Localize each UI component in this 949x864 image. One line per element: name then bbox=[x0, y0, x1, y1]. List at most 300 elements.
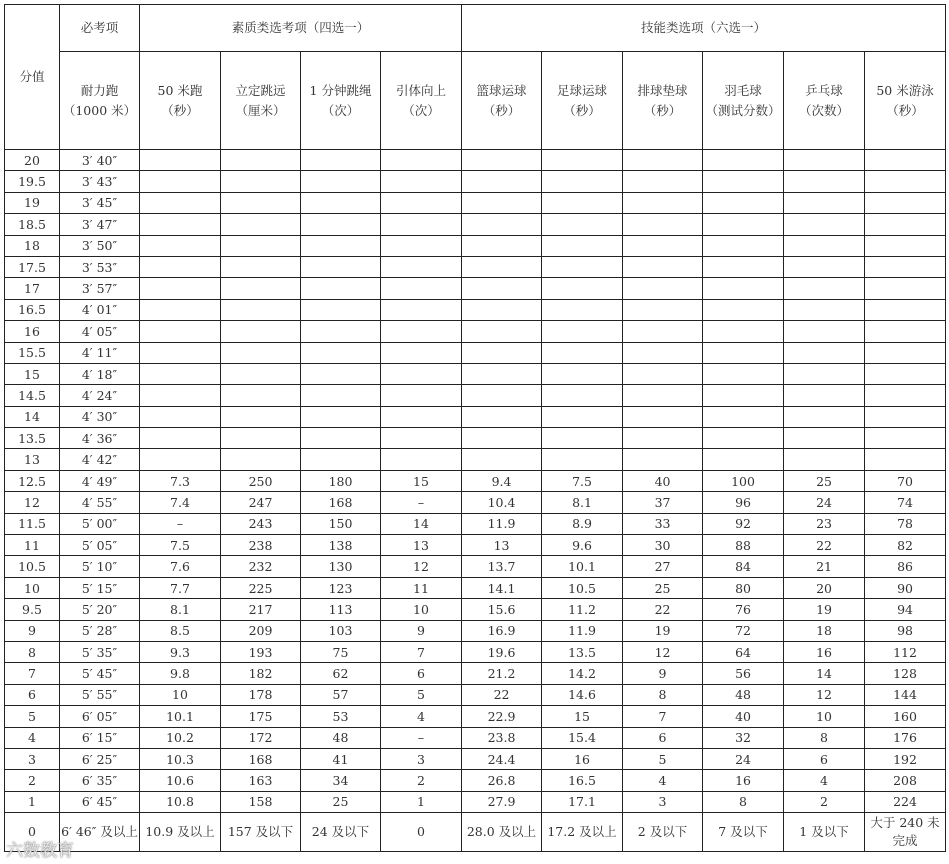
value-cell: 30 bbox=[623, 535, 703, 556]
value-cell bbox=[221, 278, 301, 299]
value-cell: 225 bbox=[221, 577, 301, 598]
value-cell: 20 bbox=[784, 577, 865, 598]
column-header bbox=[301, 52, 381, 150]
value-cell bbox=[381, 256, 462, 277]
value-cell bbox=[542, 428, 623, 449]
score-cell: 3 bbox=[5, 748, 60, 769]
table-row bbox=[5, 428, 946, 449]
value-cell: 10.1 bbox=[140, 706, 221, 727]
value-cell bbox=[542, 342, 623, 363]
value-cell: 4 bbox=[381, 706, 462, 727]
value-cell: 4′ 30″ bbox=[60, 406, 140, 427]
value-cell bbox=[301, 214, 381, 235]
table-row bbox=[5, 684, 946, 705]
value-cell: 5′ 20″ bbox=[60, 599, 140, 620]
value-cell bbox=[462, 342, 542, 363]
value-cell: 2 bbox=[784, 791, 865, 812]
table-row bbox=[5, 299, 946, 320]
value-cell bbox=[462, 385, 542, 406]
value-cell bbox=[865, 406, 946, 427]
value-cell: 8.1 bbox=[542, 492, 623, 513]
value-cell: 96 bbox=[703, 492, 784, 513]
value-cell: 27.9 bbox=[462, 791, 542, 812]
score-cell: 16.5 bbox=[5, 299, 60, 320]
value-cell: 4′ 01″ bbox=[60, 299, 140, 320]
value-cell bbox=[784, 214, 865, 235]
value-cell: 6′ 35″ bbox=[60, 770, 140, 791]
value-cell bbox=[301, 171, 381, 192]
value-cell bbox=[784, 449, 865, 470]
value-cell: 3′ 50″ bbox=[60, 235, 140, 256]
column-unit: （秒） bbox=[161, 102, 199, 118]
value-cell: 0 bbox=[381, 813, 462, 852]
value-cell bbox=[140, 256, 221, 277]
column-name: 耐力跑 bbox=[80, 82, 119, 98]
value-cell: 168 bbox=[301, 492, 381, 513]
value-cell bbox=[301, 449, 381, 470]
value-cell: 100 bbox=[703, 470, 784, 491]
value-cell: 128 bbox=[865, 663, 946, 684]
value-cell: 75 bbox=[301, 641, 381, 662]
table-row bbox=[5, 256, 946, 277]
watermark-logo: 六数教育 bbox=[6, 841, 74, 861]
table-row bbox=[5, 214, 946, 235]
value-cell: 24 bbox=[703, 748, 784, 769]
value-cell: 232 bbox=[221, 556, 301, 577]
value-cell bbox=[221, 171, 301, 192]
value-cell bbox=[623, 214, 703, 235]
value-cell bbox=[623, 449, 703, 470]
value-cell: 6′ 46″ 及以上 bbox=[60, 813, 140, 852]
value-cell: 40 bbox=[703, 706, 784, 727]
value-cell bbox=[462, 192, 542, 213]
value-cell: 28.0 及以上 bbox=[462, 813, 542, 852]
value-cell bbox=[703, 150, 784, 171]
value-cell bbox=[381, 385, 462, 406]
value-cell bbox=[381, 171, 462, 192]
table-row bbox=[5, 599, 946, 620]
column-unit: （秒） bbox=[886, 102, 924, 118]
value-cell: 22 bbox=[623, 599, 703, 620]
value-cell: 15 bbox=[381, 470, 462, 491]
value-cell: 10 bbox=[140, 684, 221, 705]
value-cell: 6 bbox=[381, 663, 462, 684]
value-cell: 48 bbox=[301, 727, 381, 748]
value-cell: 6′ 15″ bbox=[60, 727, 140, 748]
value-cell: 18 bbox=[784, 620, 865, 641]
value-cell: 5′ 05″ bbox=[60, 535, 140, 556]
score-cell: 0 bbox=[5, 813, 60, 852]
value-cell: 3 bbox=[381, 748, 462, 769]
table-row bbox=[5, 727, 946, 748]
score-cell: 9.5 bbox=[5, 599, 60, 620]
value-cell bbox=[301, 321, 381, 342]
value-cell bbox=[381, 406, 462, 427]
value-cell: 16.9 bbox=[462, 620, 542, 641]
value-cell bbox=[703, 363, 784, 384]
column-header bbox=[784, 52, 865, 150]
value-cell: 175 bbox=[221, 706, 301, 727]
value-cell: 3′ 43″ bbox=[60, 171, 140, 192]
value-cell bbox=[542, 192, 623, 213]
value-cell bbox=[301, 428, 381, 449]
value-cell: 22 bbox=[462, 684, 542, 705]
value-cell: 14.2 bbox=[542, 663, 623, 684]
value-cell: 180 bbox=[301, 470, 381, 491]
value-cell bbox=[703, 449, 784, 470]
value-cell: 17.2 及以上 bbox=[542, 813, 623, 852]
value-cell: 192 bbox=[865, 748, 946, 769]
value-cell: 25 bbox=[623, 577, 703, 598]
value-cell: 238 bbox=[221, 535, 301, 556]
value-cell: 70 bbox=[865, 470, 946, 491]
score-cell: 10 bbox=[5, 577, 60, 598]
value-cell bbox=[623, 406, 703, 427]
value-cell: 150 bbox=[301, 513, 381, 534]
value-cell bbox=[865, 171, 946, 192]
value-cell bbox=[623, 171, 703, 192]
value-cell bbox=[542, 278, 623, 299]
value-cell: 123 bbox=[301, 577, 381, 598]
value-cell: 15.4 bbox=[542, 727, 623, 748]
value-cell bbox=[623, 385, 703, 406]
value-cell bbox=[301, 385, 381, 406]
value-cell bbox=[865, 321, 946, 342]
quality-group-header: 素质类选考项（四选一） bbox=[140, 5, 462, 52]
value-cell: 22.9 bbox=[462, 706, 542, 727]
table-row bbox=[5, 535, 946, 556]
value-cell: 23.8 bbox=[462, 727, 542, 748]
table-row bbox=[5, 577, 946, 598]
value-cell bbox=[703, 406, 784, 427]
value-cell: 13 bbox=[462, 535, 542, 556]
value-cell bbox=[865, 278, 946, 299]
value-cell bbox=[462, 299, 542, 320]
value-cell: 7 bbox=[381, 641, 462, 662]
value-cell: 7.4 bbox=[140, 492, 221, 513]
value-cell: 217 bbox=[221, 599, 301, 620]
table-row bbox=[5, 235, 946, 256]
value-cell: 10.2 bbox=[140, 727, 221, 748]
value-cell bbox=[381, 214, 462, 235]
value-cell: 9.8 bbox=[140, 663, 221, 684]
value-cell: 3′ 53″ bbox=[60, 256, 140, 277]
value-cell bbox=[221, 299, 301, 320]
value-cell: 84 bbox=[703, 556, 784, 577]
value-cell: 15.6 bbox=[462, 599, 542, 620]
value-cell: 3′ 47″ bbox=[60, 214, 140, 235]
value-cell: 247 bbox=[221, 492, 301, 513]
value-cell: 6′ 05″ bbox=[60, 706, 140, 727]
value-cell: 24 bbox=[784, 492, 865, 513]
value-cell: 6′ 25″ bbox=[60, 748, 140, 769]
column-header bbox=[221, 52, 301, 150]
table-row bbox=[5, 192, 946, 213]
value-cell bbox=[221, 342, 301, 363]
value-cell: 5 bbox=[623, 748, 703, 769]
value-cell: 11.9 bbox=[542, 620, 623, 641]
score-cell: 18 bbox=[5, 235, 60, 256]
value-cell bbox=[865, 299, 946, 320]
value-cell: 4′ 05″ bbox=[60, 321, 140, 342]
value-cell: 172 bbox=[221, 727, 301, 748]
value-cell: 21.2 bbox=[462, 663, 542, 684]
value-cell bbox=[301, 278, 381, 299]
table-row-zero bbox=[5, 813, 946, 852]
value-cell bbox=[784, 299, 865, 320]
value-cell bbox=[462, 235, 542, 256]
score-cell: 16 bbox=[5, 321, 60, 342]
column-header bbox=[381, 52, 462, 150]
value-cell: 5′ 00″ bbox=[60, 513, 140, 534]
value-cell: 2 bbox=[381, 770, 462, 791]
value-cell bbox=[301, 342, 381, 363]
value-cell: 62 bbox=[301, 663, 381, 684]
value-cell bbox=[542, 449, 623, 470]
score-cell: 15.5 bbox=[5, 342, 60, 363]
value-cell: 88 bbox=[703, 535, 784, 556]
value-cell: – bbox=[381, 492, 462, 513]
value-cell: 1 及以下 bbox=[784, 813, 865, 852]
value-cell bbox=[140, 406, 221, 427]
value-cell: 182 bbox=[221, 663, 301, 684]
value-cell: 21 bbox=[784, 556, 865, 577]
column-name: 引体向上 bbox=[396, 82, 447, 98]
value-cell: 168 bbox=[221, 748, 301, 769]
value-cell bbox=[301, 192, 381, 213]
value-cell bbox=[381, 428, 462, 449]
value-cell: 82 bbox=[865, 535, 946, 556]
value-cell: 41 bbox=[301, 748, 381, 769]
table-row bbox=[5, 620, 946, 641]
table-row bbox=[5, 150, 946, 171]
score-cell: 9 bbox=[5, 620, 60, 641]
value-cell: 10 bbox=[381, 599, 462, 620]
value-cell: 11 bbox=[381, 577, 462, 598]
value-cell: 12 bbox=[784, 684, 865, 705]
score-header: 分值 bbox=[5, 5, 60, 150]
value-cell: 98 bbox=[865, 620, 946, 641]
value-cell: 16.5 bbox=[542, 770, 623, 791]
value-cell: 250 bbox=[221, 470, 301, 491]
value-cell bbox=[221, 235, 301, 256]
value-cell bbox=[221, 406, 301, 427]
score-cell: 19 bbox=[5, 192, 60, 213]
value-cell: 5′ 55″ bbox=[60, 684, 140, 705]
value-cell bbox=[865, 449, 946, 470]
value-cell bbox=[623, 363, 703, 384]
value-cell: 57 bbox=[301, 684, 381, 705]
value-cell: 12 bbox=[623, 641, 703, 662]
value-cell bbox=[703, 342, 784, 363]
value-cell: 4 bbox=[623, 770, 703, 791]
column-name: 50 米游泳 bbox=[876, 82, 934, 98]
value-cell bbox=[221, 192, 301, 213]
value-cell: 26.8 bbox=[462, 770, 542, 791]
value-cell: 178 bbox=[221, 684, 301, 705]
value-cell: 48 bbox=[703, 684, 784, 705]
value-cell: 33 bbox=[623, 513, 703, 534]
value-cell: 10.3 bbox=[140, 748, 221, 769]
value-cell bbox=[301, 235, 381, 256]
value-cell: 25 bbox=[784, 470, 865, 491]
value-cell: 14.1 bbox=[462, 577, 542, 598]
score-cell: 17 bbox=[5, 278, 60, 299]
value-cell bbox=[221, 428, 301, 449]
value-cell: 4′ 18″ bbox=[60, 363, 140, 384]
value-cell: – bbox=[140, 513, 221, 534]
value-cell: 64 bbox=[703, 641, 784, 662]
column-header bbox=[462, 52, 542, 150]
score-table bbox=[4, 4, 946, 852]
value-cell bbox=[462, 150, 542, 171]
table-row bbox=[5, 770, 946, 791]
value-cell bbox=[623, 235, 703, 256]
score-cell: 10.5 bbox=[5, 556, 60, 577]
value-cell: 14.6 bbox=[542, 684, 623, 705]
value-cell bbox=[301, 406, 381, 427]
value-cell bbox=[784, 321, 865, 342]
value-cell bbox=[221, 256, 301, 277]
value-cell bbox=[784, 363, 865, 384]
score-cell: 19.5 bbox=[5, 171, 60, 192]
table-row bbox=[5, 342, 946, 363]
value-cell: 5′ 15″ bbox=[60, 577, 140, 598]
value-cell bbox=[542, 171, 623, 192]
value-cell: 76 bbox=[703, 599, 784, 620]
table-row bbox=[5, 663, 946, 684]
value-cell: 8 bbox=[623, 684, 703, 705]
score-cell: 14.5 bbox=[5, 385, 60, 406]
score-cell: 5 bbox=[5, 706, 60, 727]
value-cell: 4′ 55″ bbox=[60, 492, 140, 513]
table-row bbox=[5, 791, 946, 812]
value-cell bbox=[623, 299, 703, 320]
value-cell: 2 及以下 bbox=[623, 813, 703, 852]
score-cell: 1 bbox=[5, 791, 60, 812]
score-cell: 13.5 bbox=[5, 428, 60, 449]
value-cell: 10 bbox=[784, 706, 865, 727]
value-cell bbox=[784, 428, 865, 449]
value-cell: 7.5 bbox=[140, 535, 221, 556]
value-cell: 32 bbox=[703, 727, 784, 748]
score-cell: 15 bbox=[5, 363, 60, 384]
value-cell: 80 bbox=[703, 577, 784, 598]
value-cell bbox=[301, 256, 381, 277]
value-cell: 24 及以下 bbox=[301, 813, 381, 852]
table-row bbox=[5, 641, 946, 662]
score-cell: 20 bbox=[5, 150, 60, 171]
value-cell: 7 bbox=[623, 706, 703, 727]
value-cell bbox=[221, 449, 301, 470]
value-cell bbox=[784, 385, 865, 406]
value-cell: 10.8 bbox=[140, 791, 221, 812]
table-row bbox=[5, 449, 946, 470]
value-cell: 4′ 49″ bbox=[60, 470, 140, 491]
value-cell bbox=[140, 342, 221, 363]
table-row bbox=[5, 513, 946, 534]
score-cell: 18.5 bbox=[5, 214, 60, 235]
value-cell bbox=[623, 428, 703, 449]
column-name: 1 分钟跳绳 bbox=[309, 82, 372, 98]
value-cell: 72 bbox=[703, 620, 784, 641]
value-cell bbox=[623, 278, 703, 299]
value-cell bbox=[221, 363, 301, 384]
value-cell: 19 bbox=[784, 599, 865, 620]
value-cell: 3 bbox=[623, 791, 703, 812]
value-cell bbox=[221, 150, 301, 171]
value-cell bbox=[462, 449, 542, 470]
value-cell: 4′ 11″ bbox=[60, 342, 140, 363]
value-cell bbox=[140, 150, 221, 171]
table-row bbox=[5, 363, 946, 384]
value-cell bbox=[462, 214, 542, 235]
value-cell bbox=[703, 278, 784, 299]
column-header bbox=[60, 52, 140, 150]
value-cell bbox=[542, 363, 623, 384]
column-unit: （测试分数） bbox=[705, 102, 781, 118]
value-cell bbox=[703, 385, 784, 406]
value-cell: 13 bbox=[381, 535, 462, 556]
column-unit: （秒） bbox=[563, 102, 601, 118]
value-cell: 3′ 45″ bbox=[60, 192, 140, 213]
value-cell: 5′ 10″ bbox=[60, 556, 140, 577]
required-header: 必考项 bbox=[60, 5, 140, 52]
column-unit: （1000 米） bbox=[62, 102, 137, 118]
value-cell: 7.7 bbox=[140, 577, 221, 598]
value-cell bbox=[381, 150, 462, 171]
skill-group-header: 技能类选项（六选一） bbox=[462, 5, 946, 52]
value-cell: 7.3 bbox=[140, 470, 221, 491]
value-cell bbox=[542, 321, 623, 342]
value-cell bbox=[784, 256, 865, 277]
score-cell: 12 bbox=[5, 492, 60, 513]
value-cell bbox=[784, 278, 865, 299]
value-cell bbox=[542, 235, 623, 256]
value-cell bbox=[865, 428, 946, 449]
table-row bbox=[5, 321, 946, 342]
value-cell: 6 bbox=[784, 748, 865, 769]
value-cell: 94 bbox=[865, 599, 946, 620]
column-unit: （秒） bbox=[643, 102, 682, 118]
column-name: 足球运球 bbox=[557, 82, 608, 98]
value-cell bbox=[381, 449, 462, 470]
column-unit: （次数） bbox=[799, 102, 850, 118]
value-cell: 8.9 bbox=[542, 513, 623, 534]
value-cell bbox=[623, 150, 703, 171]
value-cell: 4′ 36″ bbox=[60, 428, 140, 449]
value-cell: 11.2 bbox=[542, 599, 623, 620]
value-cell: 3′ 57″ bbox=[60, 278, 140, 299]
value-cell: 24.4 bbox=[462, 748, 542, 769]
value-cell bbox=[301, 150, 381, 171]
value-cell bbox=[542, 385, 623, 406]
value-cell: 56 bbox=[703, 663, 784, 684]
value-cell bbox=[542, 256, 623, 277]
value-cell: 176 bbox=[865, 727, 946, 748]
value-cell bbox=[865, 214, 946, 235]
value-cell bbox=[221, 321, 301, 342]
table-row bbox=[5, 492, 946, 513]
value-cell: 25 bbox=[301, 791, 381, 812]
value-cell: 23 bbox=[784, 513, 865, 534]
value-cell bbox=[140, 192, 221, 213]
value-cell: 16 bbox=[542, 748, 623, 769]
value-cell: 40 bbox=[623, 470, 703, 491]
value-cell: 138 bbox=[301, 535, 381, 556]
value-cell: 208 bbox=[865, 770, 946, 791]
value-cell: 6′ 45″ bbox=[60, 791, 140, 812]
